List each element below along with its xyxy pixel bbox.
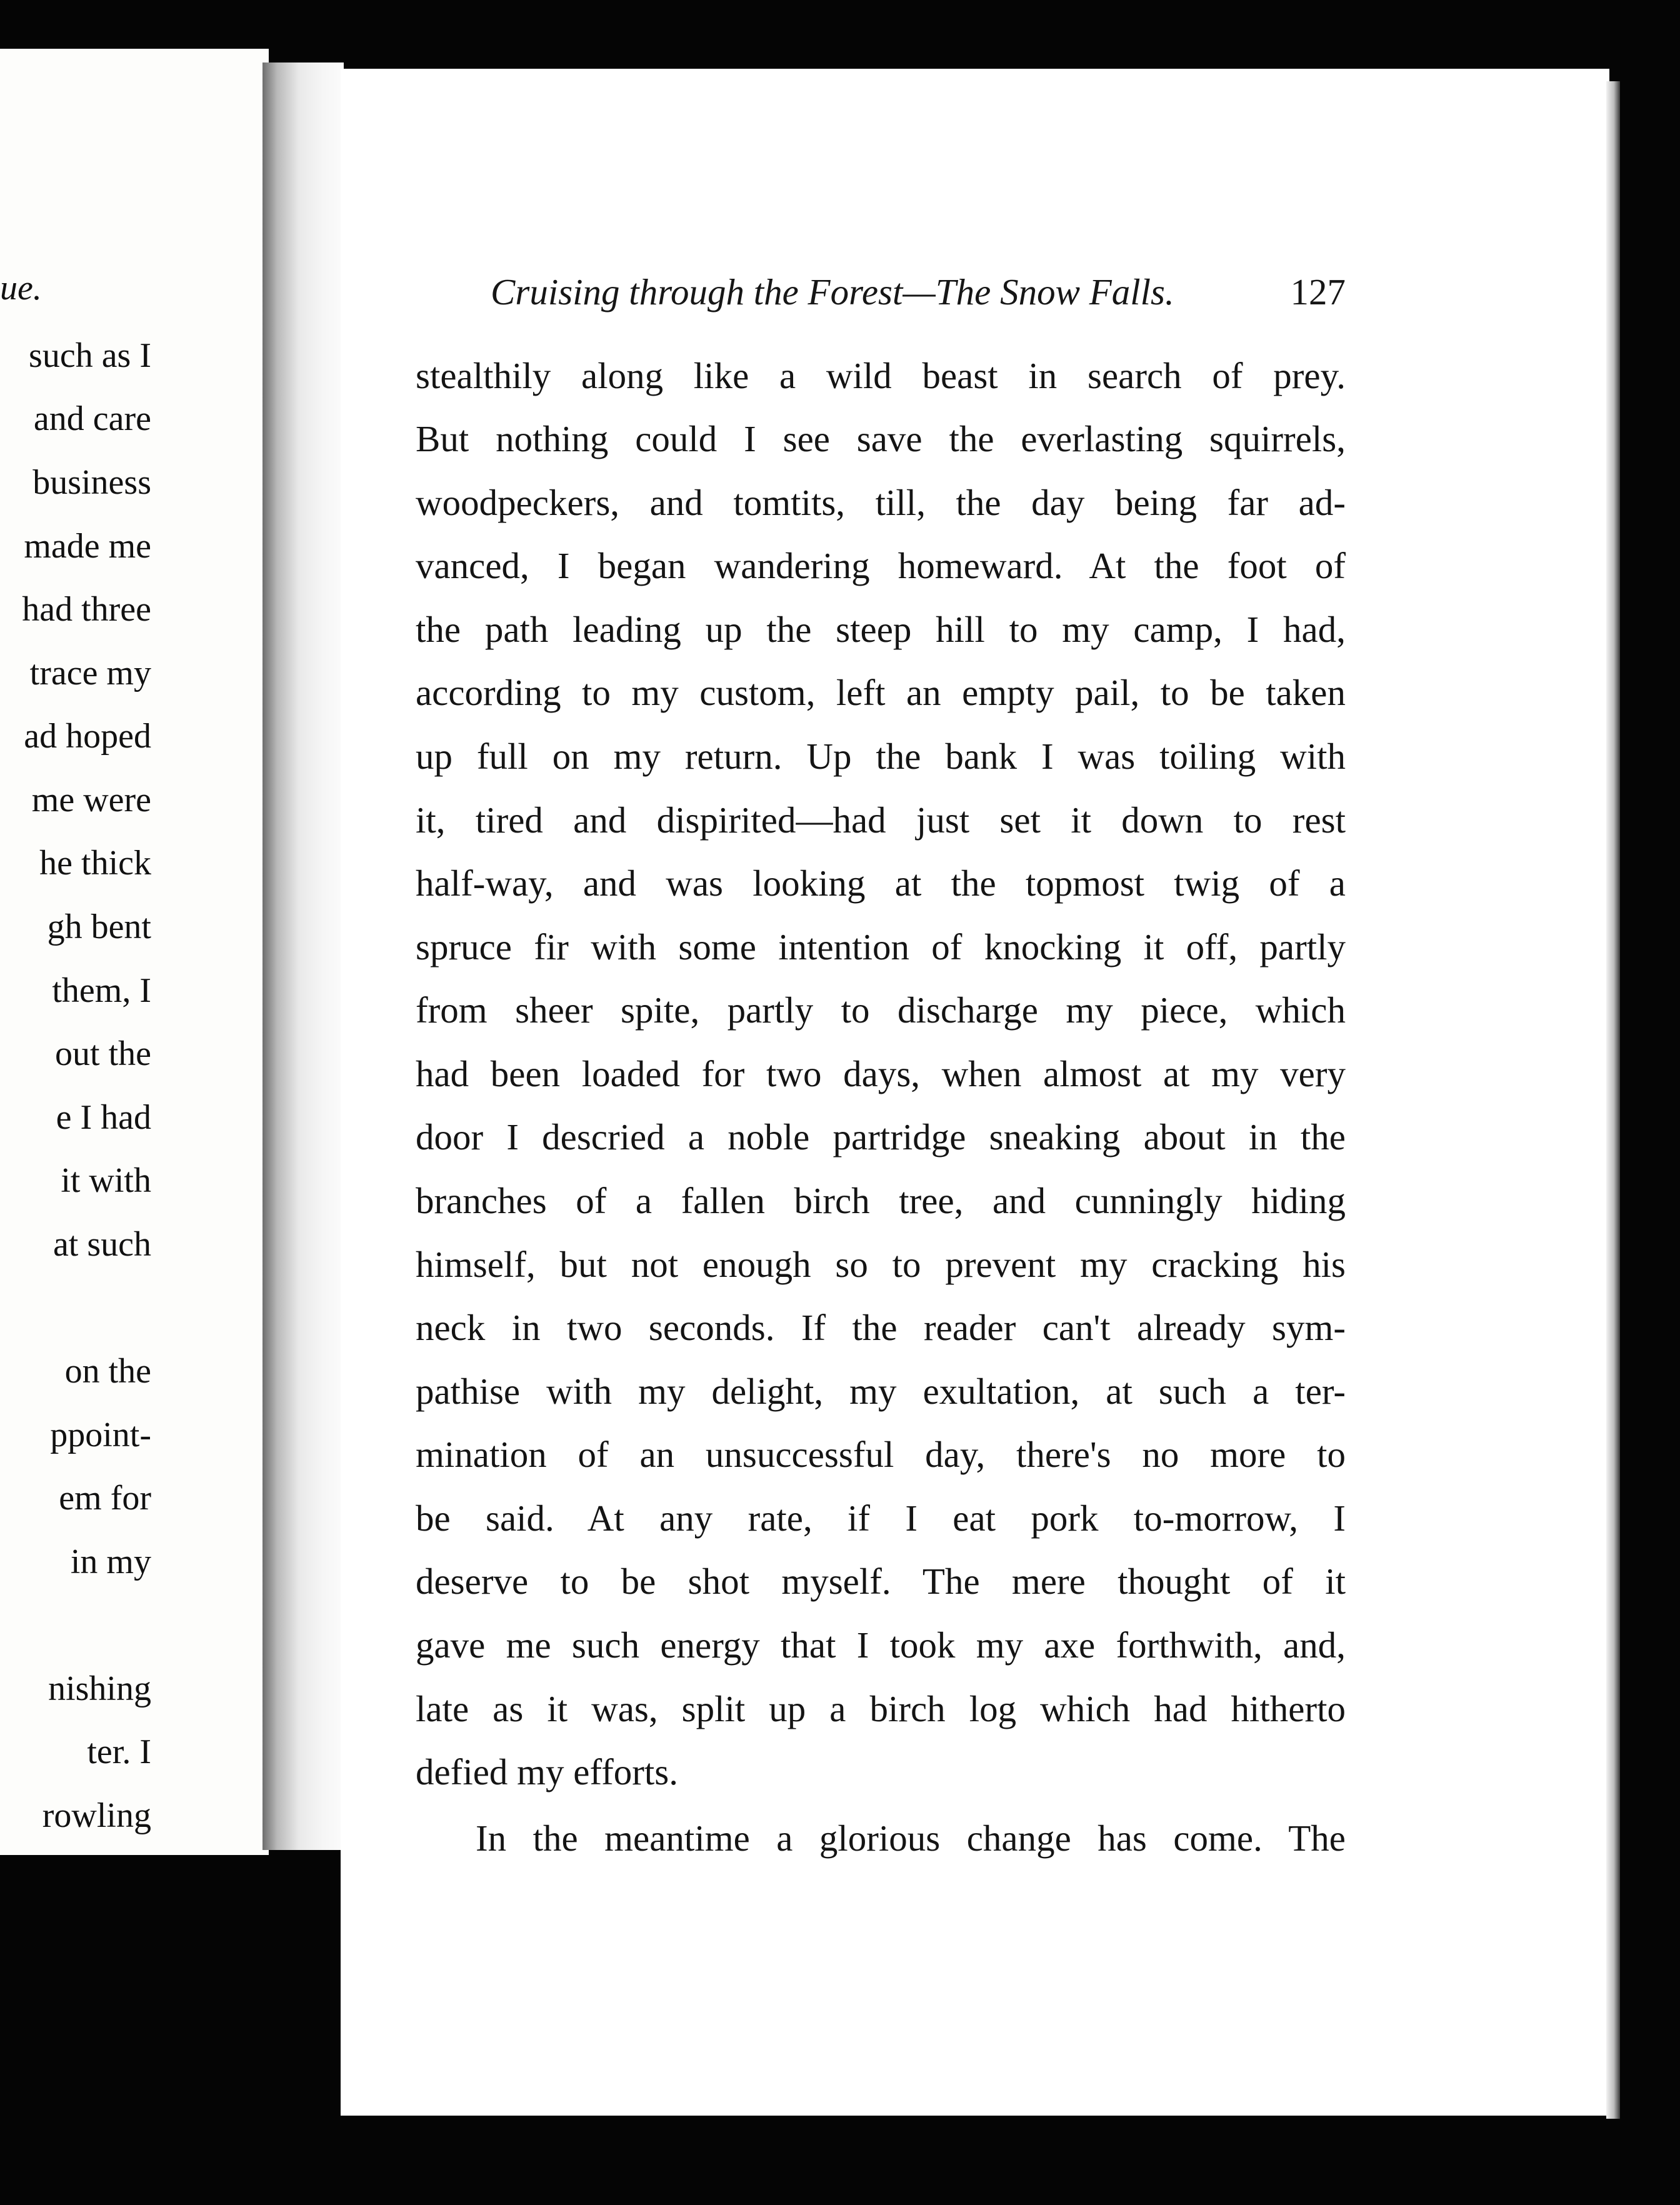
left-page-line-5: had three	[22, 590, 151, 629]
running-head-title: Cruising through the Forest—The Snow Falls.	[491, 271, 1174, 312]
left-page-line-2: and care	[33, 399, 151, 438]
text-line-16: neck in two seconds. If the reader can't already sym-	[416, 1307, 1346, 1348]
left-page-line-7: ad hoped	[24, 717, 151, 756]
text-line-3: woodpeckers, and tomtits, till, the day being far ad-	[416, 482, 1346, 523]
next-paragraph-line: In the meantime a glorious change has come. The	[476, 1818, 1346, 1859]
left-page-line-24: rowling	[42, 1796, 151, 1835]
text-line-12: had been loaded for two days, when almost at my very	[416, 1053, 1346, 1094]
text-line-19: be said. At any rate, if I eat pork to-morrow, I	[416, 1498, 1346, 1539]
left-page-line-1: such as I	[29, 336, 151, 375]
left-page-line-11: them, I	[52, 971, 151, 1010]
text-line-13: door I descried a noble partridge sneaking about in the	[416, 1116, 1346, 1158]
text-line-1: stealthily along like a wild beast in search of prey.	[416, 355, 1346, 396]
left-page-line-8: me were	[31, 781, 151, 819]
running-head	[491, 271, 1346, 312]
left-page-line-17: on the	[64, 1352, 151, 1391]
text-line-17: pathise with my delight, my exultation, at such a ter-	[416, 1371, 1346, 1412]
page-edge-shadow	[1606, 81, 1620, 2119]
text-line-7: up full on my return. Up the bank I was toiling with	[416, 736, 1346, 777]
left-page-line-19: em for	[59, 1479, 151, 1518]
text-line-10: spruce fir with some intention of knocking it off, partly	[416, 926, 1346, 968]
text-line-20: deserve to be shot myself. The mere thought of it	[416, 1561, 1346, 1602]
text-line-18: mination of an unsuccessful day, there's no more to	[416, 1434, 1346, 1475]
text-line-9: half-way, and was looking at the topmost twig of a	[416, 862, 1346, 904]
text-line-22: late as it was, split up a birch log which had hitherto	[416, 1688, 1346, 1729]
page-number: 127	[1290, 271, 1346, 312]
book-gutter	[262, 62, 344, 1850]
text-line-15: himself, but not enough so to prevent my cracking his	[416, 1244, 1346, 1285]
left-running-head-fragment: ue.	[0, 269, 42, 308]
left-page-line-10: gh bent	[47, 908, 151, 946]
left-page-line-22: nishing	[48, 1669, 151, 1708]
text-line-6: according to my custom, left an empty pail, to be taken	[416, 672, 1346, 713]
left-page-line-12: out the	[55, 1034, 151, 1073]
left-page-line-15: at such	[52, 1225, 151, 1264]
left-page-line-3: business	[32, 463, 151, 502]
left-page-line-18: ppoint-	[50, 1416, 151, 1454]
text-line-14: branches of a fallen birch tree, and cunningly hiding	[416, 1180, 1346, 1221]
text-line-5: the path leading up the steep hill to my camp, I had,	[416, 609, 1346, 650]
left-page-line-13: e I had	[56, 1098, 151, 1137]
left-page-line-23: ter. I	[87, 1732, 151, 1771]
text-line-4: vanced, I began wandering homeward. At the foot of	[416, 545, 1346, 586]
left-page	[0, 49, 269, 1855]
left-page-line-14: it with	[61, 1161, 151, 1200]
text-line-11: from sheer spite, partly to discharge my piece, which	[416, 989, 1346, 1031]
text-line-23: defied my efforts.	[416, 1751, 678, 1792]
text-line-21: gave me such energy that I took my axe forthwith, and,	[416, 1624, 1346, 1666]
text-line-8: it, tired and dispirited—had just set it down to rest	[416, 799, 1346, 841]
text-line-2: But nothing could I see save the everlasting squirrels,	[416, 418, 1346, 459]
left-page-line-20: in my	[70, 1542, 151, 1581]
left-page-line-9: he thick	[39, 844, 151, 882]
left-page-line-6: trace my	[29, 654, 151, 692]
left-page-line-4: made me	[24, 527, 151, 566]
